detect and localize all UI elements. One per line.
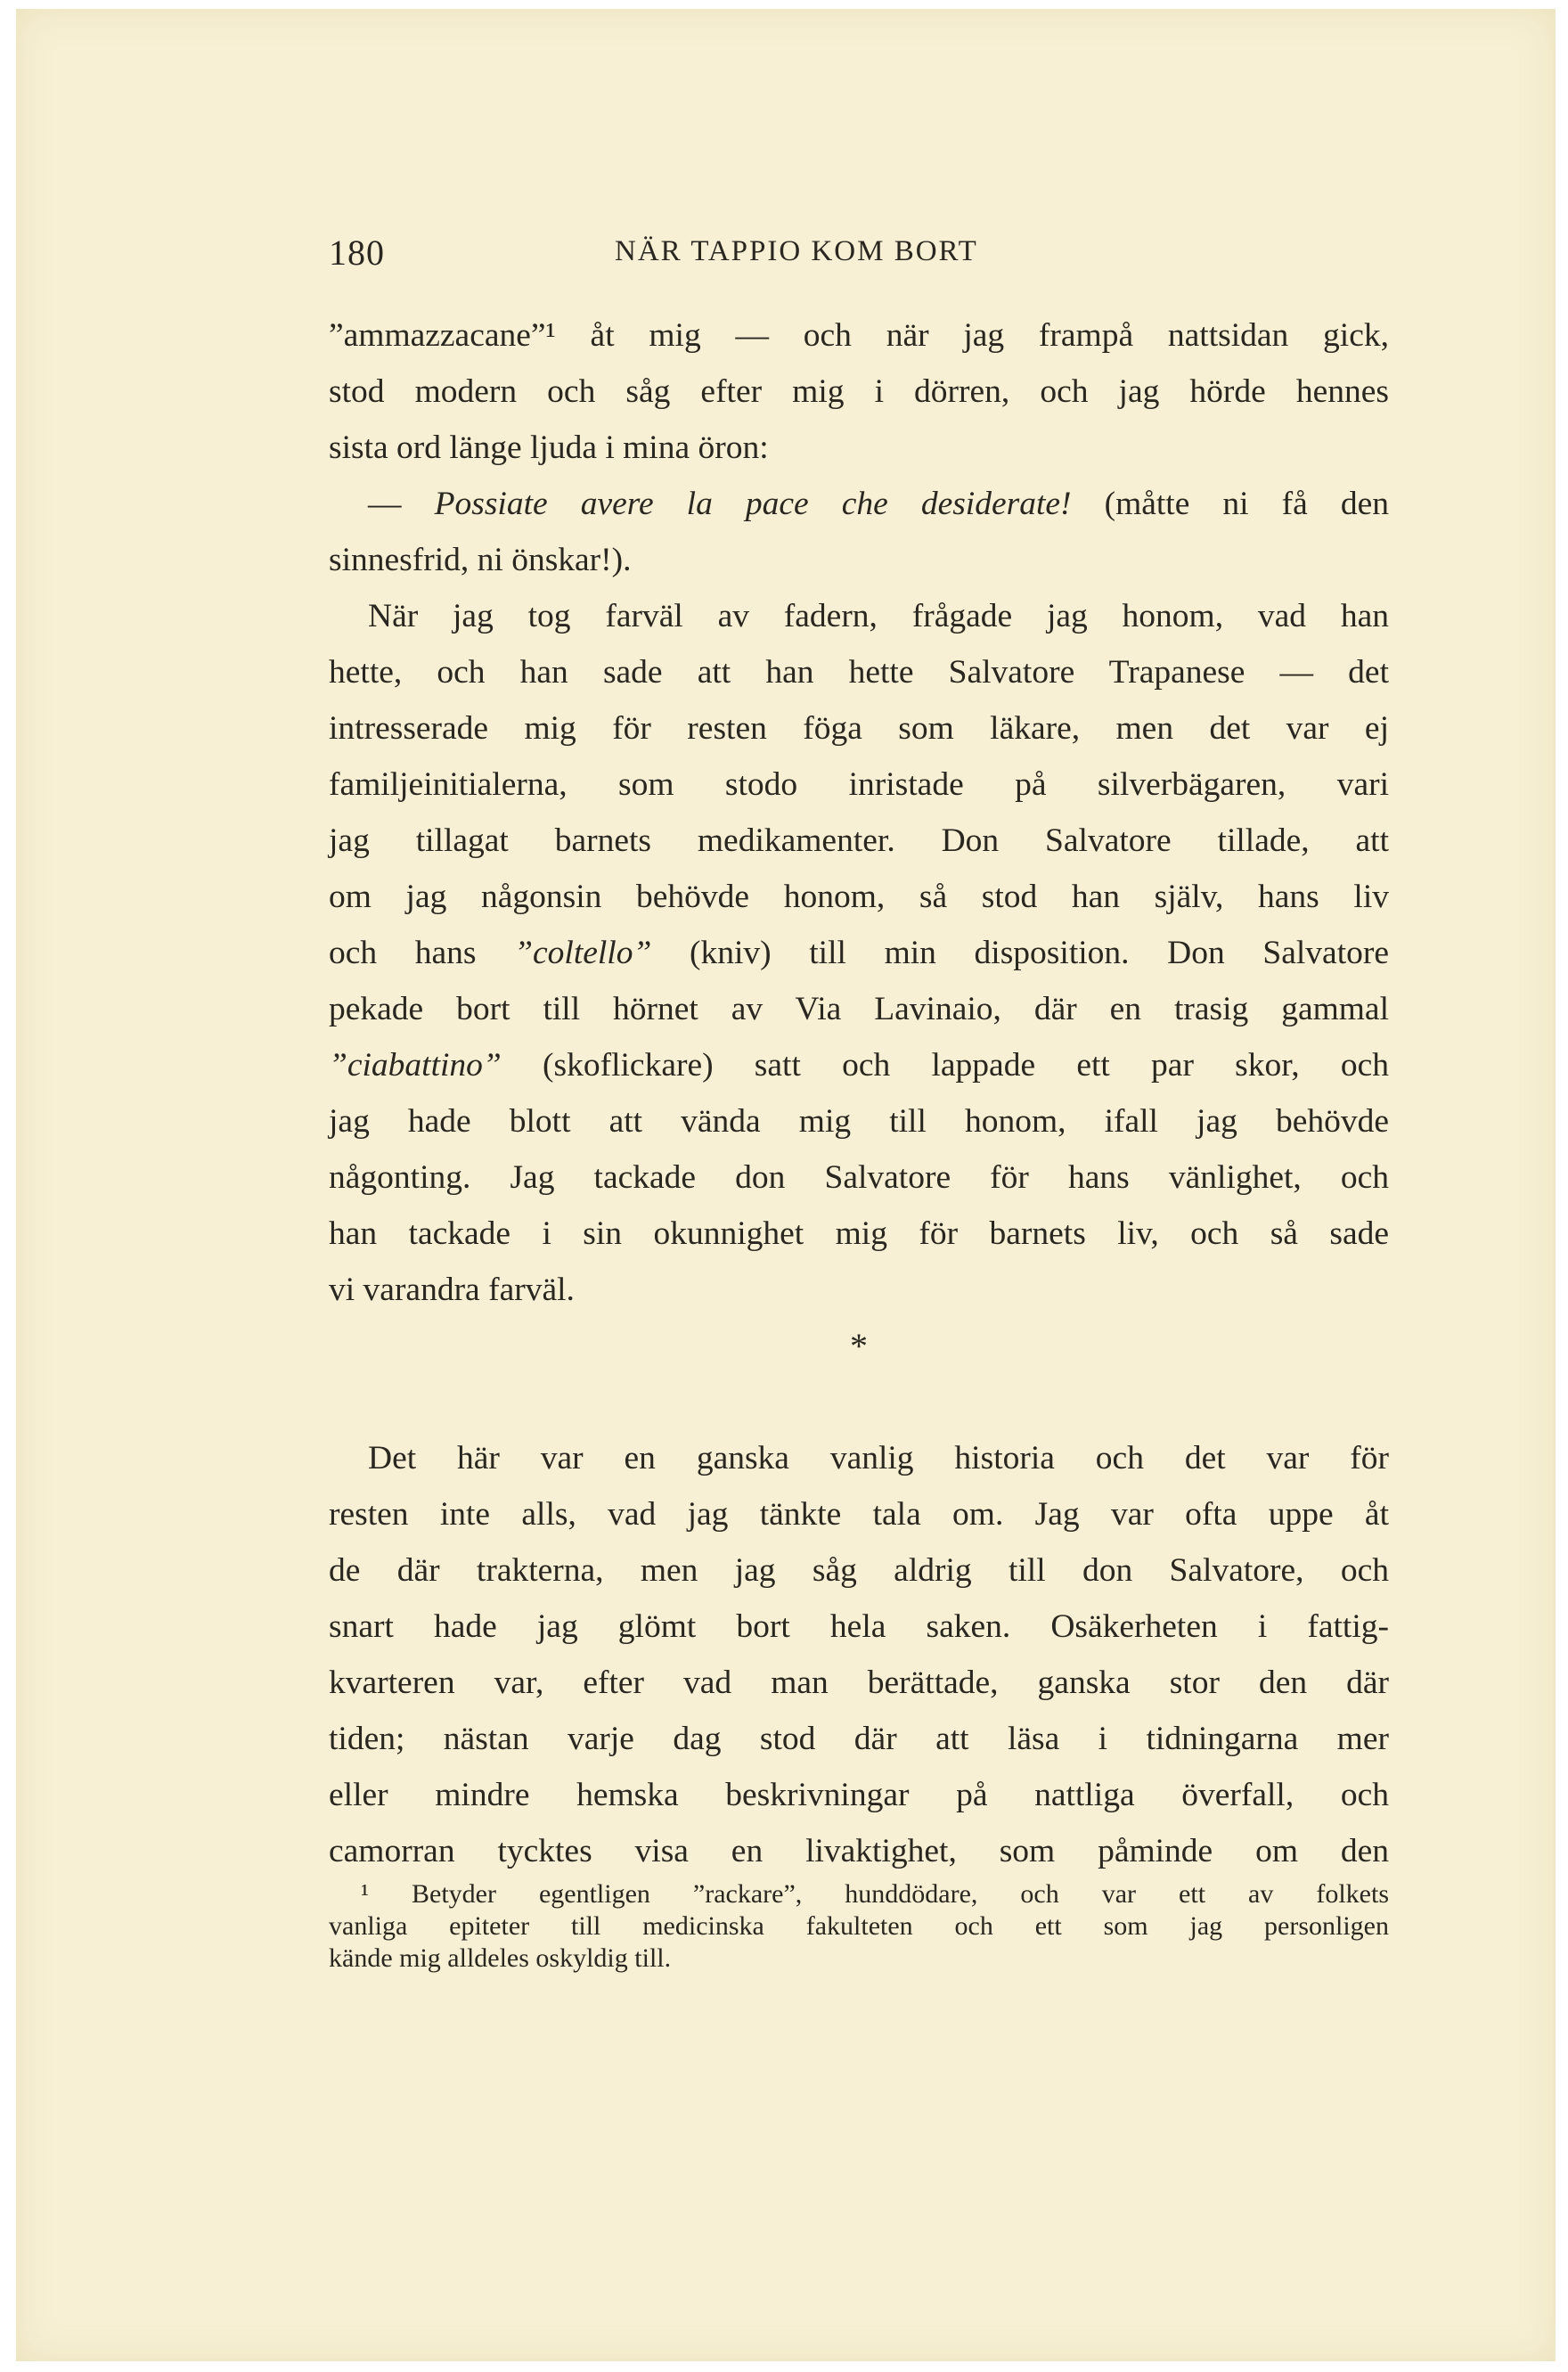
- page-number: 180: [329, 233, 385, 273]
- running-title: NÄR TAPPIO KOM BORT: [615, 235, 978, 267]
- text-line: jag tillagat barnets medikamenter. Don Salvatore tillade, att: [329, 822, 1389, 859]
- text-line: ”ammazzacane”¹ åt mig — och när jag frampå nattsidan gick,: [329, 317, 1389, 354]
- text-line: jag hade blott att vända mig till honom, ifall jag behövde: [329, 1103, 1389, 1140]
- paragraph-2: [329, 476, 1389, 588]
- text-line: Det här var en ganska vanlig historia och det var för: [368, 1440, 1389, 1476]
- paragraph-3: [329, 588, 1389, 1318]
- em-dash: —: [368, 486, 435, 522]
- text-fragment: (kniv) till min disposition. Don Salvatore: [651, 935, 1389, 971]
- text-line: sista ord länge ljuda i mina öron:: [329, 429, 769, 466]
- paragraph-1: [329, 307, 1389, 476]
- italic-word: ”ciabattino”: [329, 1047, 502, 1084]
- text-line: kvarteren var, efter vad man berättade, ganska stor den där: [329, 1664, 1389, 1701]
- text-line: sinnesfrid, ni önskar!).: [329, 542, 632, 578]
- section-separator: *: [850, 1326, 868, 1366]
- text-line: snart hade jag glömt bort hela saken. Osäkerheten i fattig-: [329, 1608, 1389, 1645]
- text-line: de där trakterna, men jag såg aldrig till don Salvatore, och: [329, 1552, 1389, 1589]
- text-fragment: och hans: [329, 935, 515, 971]
- text-line: stod modern och såg efter mig i dörren, och jag hörde hennes: [329, 373, 1389, 410]
- translation: (måtte ni få den: [1071, 486, 1390, 522]
- body-text: [329, 307, 1389, 1879]
- text-line: resten inte alls, vad jag tänkte tala om. Jag var ofta uppe åt: [329, 1496, 1389, 1533]
- text-line: vi varandra farväl.: [329, 1272, 575, 1308]
- italic-quote: Possiate avere la pace che desiderate!: [434, 486, 1072, 522]
- text-line: camorran tycktes visa en livaktighet, som påminde om den: [329, 1833, 1389, 1869]
- footnote-text: Betyder egentligen ”rackare”, hunddödare, och var ett av folkets: [369, 1879, 1389, 1909]
- spacer: [329, 1374, 1389, 1430]
- text-line: eller mindre hemska beskrivningar på nattliga överfall, och: [329, 1777, 1389, 1813]
- footnote-line: [329, 1878, 1389, 1910]
- text-line: [329, 925, 1389, 981]
- text-line: intresserade mig för resten föga som läkare, men det var ej: [329, 710, 1389, 747]
- footnote: [329, 1878, 1389, 1975]
- text-fragment: (skoflickare) satt och lappade ett par skor, och: [501, 1047, 1389, 1084]
- text-line: någonting. Jag tackade don Salvatore för hans vänlighet, och: [329, 1159, 1389, 1196]
- text-line: pekade bort till hörnet av Via Lavinaio, där en trasig gammal: [329, 991, 1389, 1027]
- footnote-line: kände mig alldeles oskyldig till.: [329, 1943, 672, 1973]
- text-line: [329, 1037, 1389, 1093]
- text-line: När jag tog farväl av fadern, frågade jag honom, vad han: [368, 598, 1389, 634]
- footnote-line: vanliga epiteter till medicinska fakulteten och ett som jag personligen: [329, 1911, 1389, 1941]
- text-line: hette, och han sade att han hette Salvatore Trapanese — det: [329, 654, 1389, 691]
- text-line: om jag någonsin behövde honom, så stod han själv, hans liv: [329, 879, 1389, 915]
- book-page: [16, 9, 1556, 2361]
- footnote-marker: ¹: [361, 1879, 369, 1909]
- italic-word: ”coltello”: [514, 935, 652, 971]
- text-line: [329, 476, 1389, 532]
- text-line: tiden; nästan varje dag stod där att läsa i tidningarna mer: [329, 1721, 1389, 1757]
- paragraph-4: [329, 1430, 1389, 1879]
- running-head: [316, 232, 1368, 285]
- text-line: familjeinitialerna, som stodo inristade på silverbägaren, vari: [329, 766, 1389, 803]
- text-line: han tackade i sin okunnighet mig för barnets liv, och så sade: [329, 1215, 1389, 1252]
